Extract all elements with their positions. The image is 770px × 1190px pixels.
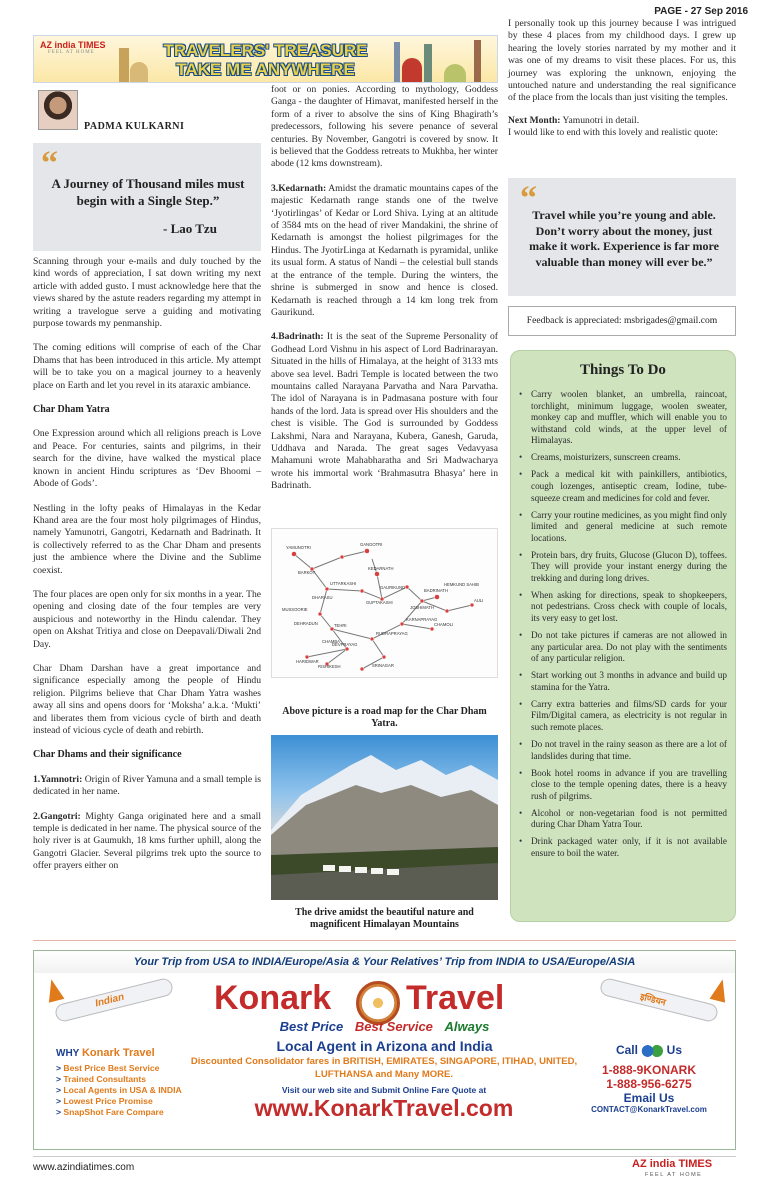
list-item: > Local Agents in USA & INDIA	[56, 1085, 182, 1096]
author-name: PADMA KULKARNI	[84, 121, 185, 132]
ad-slogan	[34, 1019, 735, 1034]
plane-tail-icon	[710, 977, 731, 1002]
contact-email[interactable]: CONTACT@KonarkTravel.com	[591, 1105, 707, 1114]
slogan-part: Always	[444, 1019, 490, 1034]
why-konark	[56, 1047, 155, 1059]
slogan-part: Best Price	[279, 1019, 344, 1034]
next-month-line	[508, 115, 736, 127]
photo-caption: The drive amidst the beautiful nature and magnificent Himalayan Mountains	[295, 907, 474, 930]
travel-banner	[33, 35, 498, 83]
map-label: JOSHIMATH	[410, 605, 434, 610]
paragraph: The coming editions will comprise of each of the Char Dhams that has been introduced in this article. My attempt will be to take you on a magical journey to a heavenly place on Earth and let you revel in its ataraxic ambiance.	[33, 342, 261, 391]
map-label: TEHRI	[334, 623, 347, 628]
map-label: KEDARNATH	[368, 566, 394, 571]
airplane-icon	[54, 977, 175, 1023]
paragraph-yamunotri	[33, 774, 261, 799]
section-heading: Char Dham Yatra	[33, 404, 110, 416]
us-label: Us	[666, 1043, 683, 1057]
footer-logo: AZ india TIMES	[632, 1158, 713, 1170]
map-label: DEHRADUN	[294, 621, 318, 626]
ad-visit-text: Visit our web site and Submit Online Fare Quote at	[281, 1085, 487, 1095]
paragraph-badrinath	[271, 331, 498, 492]
list-item: > Trained Consultants	[56, 1074, 182, 1085]
footer-divider	[33, 1156, 736, 1157]
article-column-1	[33, 256, 261, 885]
opening-quote-author: - Lao Tzu	[163, 221, 217, 236]
call-label: Call	[615, 1043, 638, 1057]
kedarnath-text: Amidst the dramatic mountains capes of the majestic Kedarnath range stands one of the twelve ‘Jyotirlingas’ of Kedar or Lord Shiva. Lying at an altitude of 3584 mts on the head of river Mandakini, the shrine of Kedarnath is amongst the holiest pilgrimages for the Hindus. The JyotirLinga at Kedarnath is pyramidal, unlike its usual form. A status of Nandi – the celestial bull stands at the entrance of the temple. During the winters, the shrine is submerged in snow and hence is closed. Kedarnath is reached through a 14 km long trek from Gaurikund.	[271, 182, 498, 318]
quote-mark-icon: “	[41, 145, 58, 182]
things-to-do-list	[531, 389, 727, 865]
map-label: AULI	[474, 598, 484, 603]
quote-mark-icon: “	[520, 180, 537, 217]
phone-number-1[interactable]: 1-888-9KONARK	[601, 1063, 697, 1077]
ad-brand-travel: Travel	[406, 979, 505, 1017]
badrinath-text: It is the seat of the Supreme Personality of Godhead Lord Vishnu in his aspect of Lord Badrinarayan. Situated in the hills of Himalaya, at the height of 3133 mts above sea level. Badri Temple is located between the two mountains called Narayana Parvatha and Nara Parvatha. The idol of Narayana is in Padmasana posture with four hands of the lord. Jata is spread over His shoulders and the chest is visible. The God is surrounded by Goddess Lakshmi, Nara and Narayana, Kubera, Ganesh, Garuda, Uddhava and Narada. The great sages Vedavyasa Mahamuni wrote Mahabharatha and Sri Madwacharya wrote his immortal work ‘Brahmasutra Bhasya’ here in Badrinath.	[271, 331, 498, 492]
kedarnath-label: 3.Kedarnath:	[271, 182, 327, 194]
list-item: • Creams, moisturizers, sunscreen creams.	[531, 452, 727, 464]
why-brand: Konark Travel	[81, 1047, 155, 1059]
paragraph: I personally took up this journey because I was intrigued by these 4 places from my childhood days. I grew up hearing the lovely stories narrated by my mother and it was one of my dreams to visit these places. For us, this journey was exploring the unknown, enjoying the untouched nature and understanding the real significance of the place from the locals than just visiting the temples.	[508, 18, 736, 104]
paragraph: Scanning through your e-mails and duly touched by the kind words of appreciation, I sat down writing my next article with added gusto. I must acknowledge here that the views shared by the astute readers regarding my attempt in writing a travelogue serve a guiding and motivating purpose towards my penmanship.	[33, 256, 261, 330]
map-label: MUSSOORIE	[282, 607, 308, 612]
map-label: GUPTAKASHI	[366, 600, 393, 605]
konark-travel-ad[interactable]	[33, 950, 736, 1150]
list-item: • Do not travel in the rainy season as there are a lot of landslides during that time.	[531, 739, 727, 762]
footer-tagline: FEEL AT HOME	[645, 1172, 703, 1178]
map-label: BADRINATH	[424, 588, 448, 593]
list-item: • Protein bars, dry fruits, Glucose (Glucon D), toffees. They will provide your instant energy during the trekking and during long drives.	[531, 550, 727, 585]
article-column-3	[508, 18, 736, 140]
ad-website-link[interactable]: www.KonarkTravel.com	[254, 1095, 514, 1121]
opening-quote-text: A Journey of Thousand miles must begin with a Single Step.”	[51, 176, 245, 208]
list-item: • Carry your routine medicines, as you might find only limited and general medicine at such remote locations.	[531, 510, 727, 545]
paragraph: One Expression around which all religions preach is Love and Peace. For centuries, saints and pilgrims, in their search for the divine, have walked the mystical place known in ancient Hindu scriptures as ‘Dev Bhoomi – Abode of Gods’.	[33, 428, 261, 490]
plane-tail-icon	[44, 977, 65, 1002]
things-to-do-title: Things To Do	[580, 362, 666, 378]
gangotri-text: Mighty Ganga originated here and a small temple is dedicated in her name. The physical source of the holy river is at Gaumukh, 18 kms further uphill, along the Gangotri Glacier. Several pilgrims trek upto the source to offer prayers either on	[33, 810, 261, 872]
list-item: • Carry extra batteries and films/SD cards for your Film/Digital camera, as electricity is not regular in such remote places.	[531, 699, 727, 734]
feedback-email: Feedback is appreciated: msbrigades@gmail.com	[508, 306, 736, 336]
yamunotri-label: 1.Yamnotri:	[33, 773, 83, 785]
map-label: DHARASU	[312, 595, 333, 600]
map-label: RISHIKESH	[318, 664, 341, 669]
ad-brand-konark: Konark	[214, 979, 332, 1017]
banner-title-line2: TAKE ME ANYWHERE	[176, 60, 355, 79]
paragraph: The four places are open only for six months in a year. The opening and closing date of the four temples are very auspicious and noteworthy in the Hindu calendar. They open on Akshat Tritiya and close on Deepavali/Diwali 2nd Day.	[33, 588, 261, 650]
paragraph: Nestling in the lofty peaks of Himalayas in the Kedar Khand area are the four most holy pilgrimages of Hindus, namely Yamunotri, Gangotri, Kedarnath and Badrinath. It is collectively referred to as the Char Dham and presents just the ambience where the Divine and the Sublime coexist.	[33, 502, 261, 576]
list-item: • Alcohol or non-vegetarian food is not permitted during Char Dham Yatra Tour.	[531, 808, 727, 831]
phone-globe-icon	[641, 1045, 663, 1057]
closing-quote-box	[508, 178, 736, 296]
list-item: • Drink packaged water only, if it is not available ensure to boil the water.	[531, 836, 727, 859]
closing-quote-text: Travel while you’re young and able. Don’t worry about the money, just make it work. Experience is far more valuable than money will ever be.”	[529, 208, 719, 269]
map-caption: Above picture is a road map for the Char Dham Yatra.	[282, 706, 487, 729]
ad-local-agent: Local Agent in Arizona and India	[276, 1038, 493, 1054]
map-label: HEMKUND SAHIB	[444, 582, 479, 587]
list-item: • Start working out 3 months in advance and build up stamina for the Yatra.	[531, 670, 727, 693]
map-label: SRINAGAR	[372, 663, 394, 668]
map-label: UTTARKASHI	[330, 581, 357, 586]
map-label: KARNAPRAYAG	[406, 617, 438, 622]
plane-livery: इण्डियन	[638, 992, 667, 1009]
paragraph-kedarnath	[271, 183, 498, 319]
map-label: DEVPRAYAG	[332, 642, 358, 647]
banner-title-line1: TRAVELERS' TREASURE	[163, 41, 368, 60]
slogan-part: Best Service	[354, 1019, 433, 1034]
why-label: WHY	[56, 1048, 80, 1059]
list-item: • When asking for directions, speak to shopkeepers, not pedestrians. Cross check with couple of locals, its very easy to get lost.	[531, 590, 727, 625]
map-label: YAMUNOTRI	[286, 545, 311, 550]
email-us-label: Email Us	[623, 1091, 675, 1105]
list-item: • Book hotel rooms in advance if you are travelling close to the temple opening dates, there is a heavy rush of pilgrims.	[531, 768, 727, 803]
mountain-illustration	[271, 735, 498, 900]
list-item: • Carry woolen blanket, an umbrella, raincoat, torchlight, minimum luggage, woolen sweater, monkey cap and muffler, which will enable you to withstand cold winds, at the upper level of Himalayas.	[531, 389, 727, 447]
map-label: CHAMOLI	[434, 622, 454, 627]
next-month-text: Yamunotri in detail.	[560, 114, 640, 126]
article-column-2	[271, 84, 498, 505]
map-label: GAURIKUND	[380, 585, 406, 590]
banner-logo: AZ india TIMES	[40, 40, 106, 50]
char-dham-road-map	[271, 528, 498, 678]
things-to-do-box	[510, 350, 736, 922]
section-heading: Char Dhams and their significance	[33, 749, 182, 761]
map-label: RUDRAPRAYAG	[376, 631, 408, 636]
ad-contact-box	[579, 1043, 719, 1114]
gangotri-label: 2.Gangotri:	[33, 810, 81, 822]
next-month-label: Next Month:	[508, 114, 561, 126]
list-item: • Pack a medical kit with painkillers, antibiotics, cough lozenges, antiseptic cream, Iodine, tube-squeeze cream and medicines for cold and fever.	[531, 469, 727, 504]
map-svg	[272, 529, 499, 679]
divider	[33, 940, 736, 941]
map-label: GANGOTRI	[360, 542, 383, 547]
plane-livery: Indian	[94, 991, 126, 1010]
closing-line: I would like to end with this lovely and realistic quote:	[508, 127, 718, 139]
himalayan-mountain-photo	[271, 735, 498, 900]
paragraph-gangotri	[33, 811, 261, 873]
ad-discount-airlines: Discounted Consolidator fares in BRITISH, EMIRATES, SINGAPORE, ITIHAD, UNITED, LUFTHANSA and Many MORE.	[190, 1056, 578, 1080]
list-item: > Lowest Price Promise	[56, 1096, 182, 1107]
yamunotri-text: Origin of River Yamuna and a small temple is dedicated in her name.	[33, 773, 261, 798]
phone-number-2[interactable]: 1-888-956-6275	[606, 1077, 692, 1091]
airplane-icon	[599, 977, 720, 1023]
list-item: • Do not take pictures if cameras are not allowed in any particular area. Do not play with the sentiments of any particular religion.	[531, 630, 727, 665]
map-label: CHAMBA	[322, 639, 340, 644]
paragraph: Char Dham Darshan have a great importance and significance especially among the people of Hindu religion. Pilgrims believe that Char Dham Yatra washes away all sins and opens doors for ‘Moksha’ a.k.a. ‘Mukti’ and liberates them from vicious cycle of birth and death instead of vicious cycle of death and rebirth.	[33, 662, 261, 736]
ad-headline: Your Trip from USA to INDIA/Europe/Asia & Your Relatives’ Trip from INDIA to USA/Europe/ASIA	[34, 951, 735, 973]
author-photo	[38, 90, 78, 130]
map-label: BARKOT	[298, 570, 316, 575]
badrinath-label: 4.Badrinath:	[271, 331, 324, 343]
page-header: PAGE - 27 Sep 2016	[654, 6, 748, 17]
list-item: > SnapShot Fare Compare	[56, 1107, 182, 1118]
banner-tagline: FEEL AT HOME	[48, 50, 95, 55]
footer-website[interactable]: www.azindiatimes.com	[33, 1162, 135, 1173]
paragraph: foot or on ponies. According to mythology, Goddess Ganga - the daughter of Himavat, manifested herself in the form of a river to absolve the sins of King Bhagirath’s predecessors, following his severe penance of several centuries. By November, Gangotri is covered by snow. It is believed that the Goddess retreats to Mukhba, her winter abode (12 kms downstream).	[271, 84, 498, 170]
list-item: > Best Price Best Service	[56, 1063, 182, 1074]
why-list	[56, 1063, 182, 1118]
map-label: HARIDWAR	[296, 659, 319, 664]
opening-quote-box	[33, 143, 261, 251]
call-us-line	[579, 1043, 719, 1057]
